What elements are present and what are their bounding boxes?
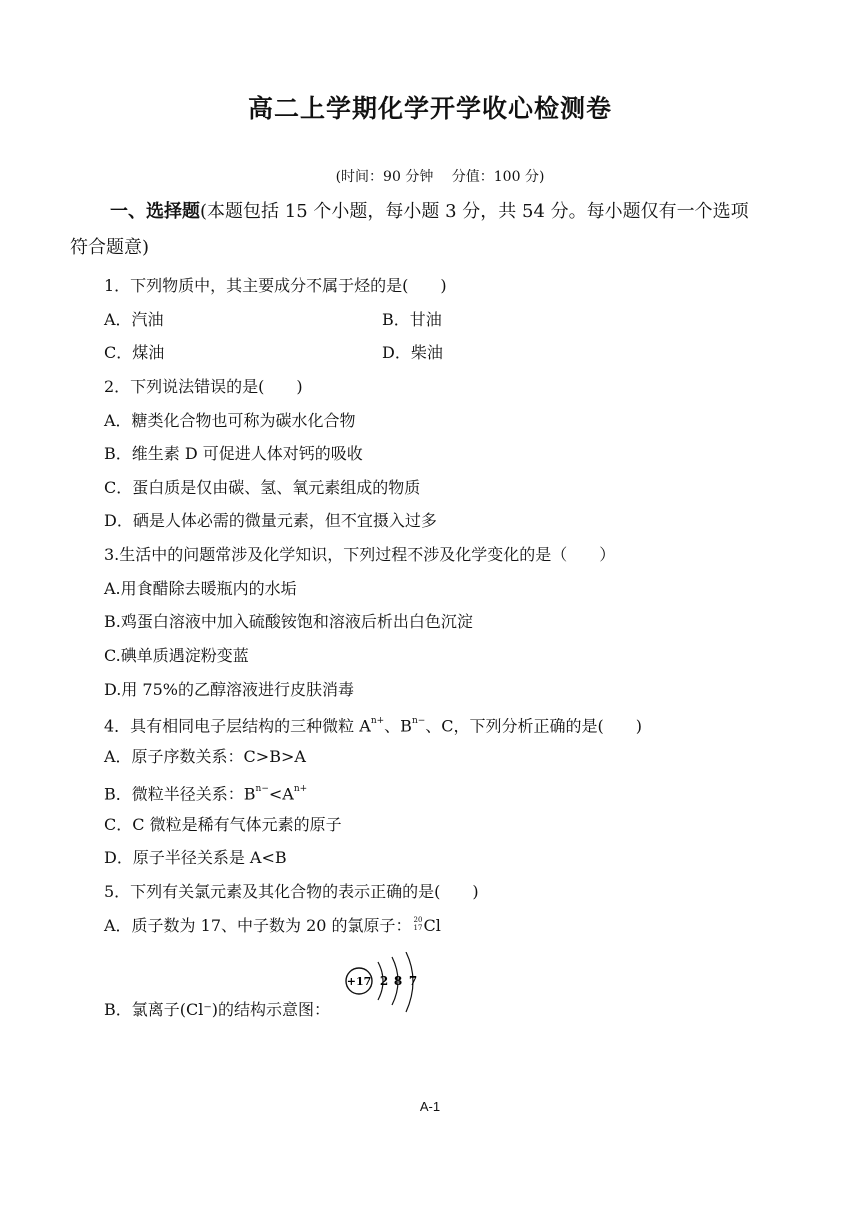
q2-option-b: B．维生素 D 可促进人体对钙的吸收 bbox=[104, 444, 363, 463]
shell-electrons-2: 8 bbox=[393, 974, 403, 988]
q1-option-d: D．柴油 bbox=[382, 343, 443, 362]
q3-option-b: B.鸡蛋白溶液中加入硫酸铵饱和溶液后析出白色沉淀 bbox=[104, 612, 473, 631]
shell-electrons-1: 2 bbox=[379, 974, 389, 988]
q3-option-d: D.用 75%的乙醇溶液进行皮肤消毒 bbox=[104, 680, 354, 699]
q1-option-b: B．甘油 bbox=[382, 310, 442, 329]
page-title: 高二上学期化学开学收心检测卷 bbox=[247, 94, 612, 123]
q4-stem-pre: 4．具有相同电子层结构的三种微粒 A bbox=[104, 716, 371, 736]
q2-option-a: A．糖类化合物也可称为碳水化合物 bbox=[104, 411, 356, 430]
nucleus-charge: +17 bbox=[346, 975, 372, 988]
q5-option-b: B．氯离子(Cl⁻)的结构示意图： bbox=[104, 1000, 331, 1019]
q5-option-a bbox=[104, 916, 441, 936]
q2-stem: 2．下列说法错误的是( ) bbox=[104, 377, 303, 396]
q4-stem bbox=[104, 713, 642, 736]
q4-b-mid: <A bbox=[268, 784, 294, 804]
section-desc-line1: (本题包括 15 个小题，每小题 3 分，共 54 分。每小题仅有一个选项 bbox=[200, 201, 749, 222]
chloride-ion-structure-diagram bbox=[342, 952, 432, 1016]
q2-option-d: D．硒是人体必需的微量元素，但不宜摄入过多 bbox=[104, 511, 437, 530]
q4-option-d: D．原子半径关系是 A<B bbox=[104, 848, 287, 867]
section-desc-line2: 符合题意) bbox=[70, 237, 150, 258]
q3-option-c: C.碘单质遇淀粉变蓝 bbox=[104, 646, 249, 665]
q4-sup-a: n+ bbox=[370, 716, 385, 726]
q1-option-c: C．煤油 bbox=[104, 343, 165, 362]
q4-b-pre: B．微粒半径关系：B bbox=[104, 784, 256, 804]
q3-option-a: A.用食醋除去暖瓶内的水垢 bbox=[104, 579, 297, 598]
q4-option-c: C．C 微粒是稀有气体元素的原子 bbox=[104, 815, 342, 834]
q3-stem: 3.生活中的问题常涉及化学知识，下列过程不涉及化学变化的是（ ） bbox=[104, 545, 616, 564]
q5-stem: 5．下列有关氯元素及其化合物的表示正确的是( ) bbox=[104, 882, 479, 901]
q4-stem-post: 、C，下列分析正确的是( ) bbox=[425, 716, 643, 736]
q5-a-pre: A．质子数为 17、中子数为 20 的氯原子： bbox=[104, 916, 412, 935]
nuclide-symbol: Cl bbox=[423, 916, 441, 935]
q1-stem: 1．下列物质中，其主要成分不属于烃的是( ) bbox=[104, 276, 447, 295]
page-number-footer: A-1 bbox=[419, 1099, 441, 1114]
section-heading: 一、选择题 bbox=[110, 201, 200, 222]
q4-stem-mid: 、B bbox=[384, 716, 412, 736]
q4-b-sup2: n+ bbox=[293, 784, 308, 794]
q4-option-a: A．原子序数关系：C>B>A bbox=[104, 747, 306, 766]
nuclide-mass-number: 20 bbox=[413, 916, 423, 924]
nuclide-notation bbox=[412, 916, 424, 936]
shell-electrons-3: 7 bbox=[408, 974, 418, 988]
q4-option-b bbox=[104, 781, 307, 804]
q4-b-sup1: n− bbox=[255, 784, 269, 794]
section-heading-line1 bbox=[110, 200, 749, 224]
nuclide-atomic-number: 17 bbox=[413, 924, 423, 932]
q1-option-a: A．汽油 bbox=[104, 310, 164, 329]
exam-meta: (时间：90 分钟 分值：100 分) bbox=[335, 169, 545, 185]
q2-option-c: C．蛋白质是仅由碳、氢、氧元素组成的物质 bbox=[104, 478, 421, 497]
q4-sup-b: n− bbox=[411, 716, 426, 726]
